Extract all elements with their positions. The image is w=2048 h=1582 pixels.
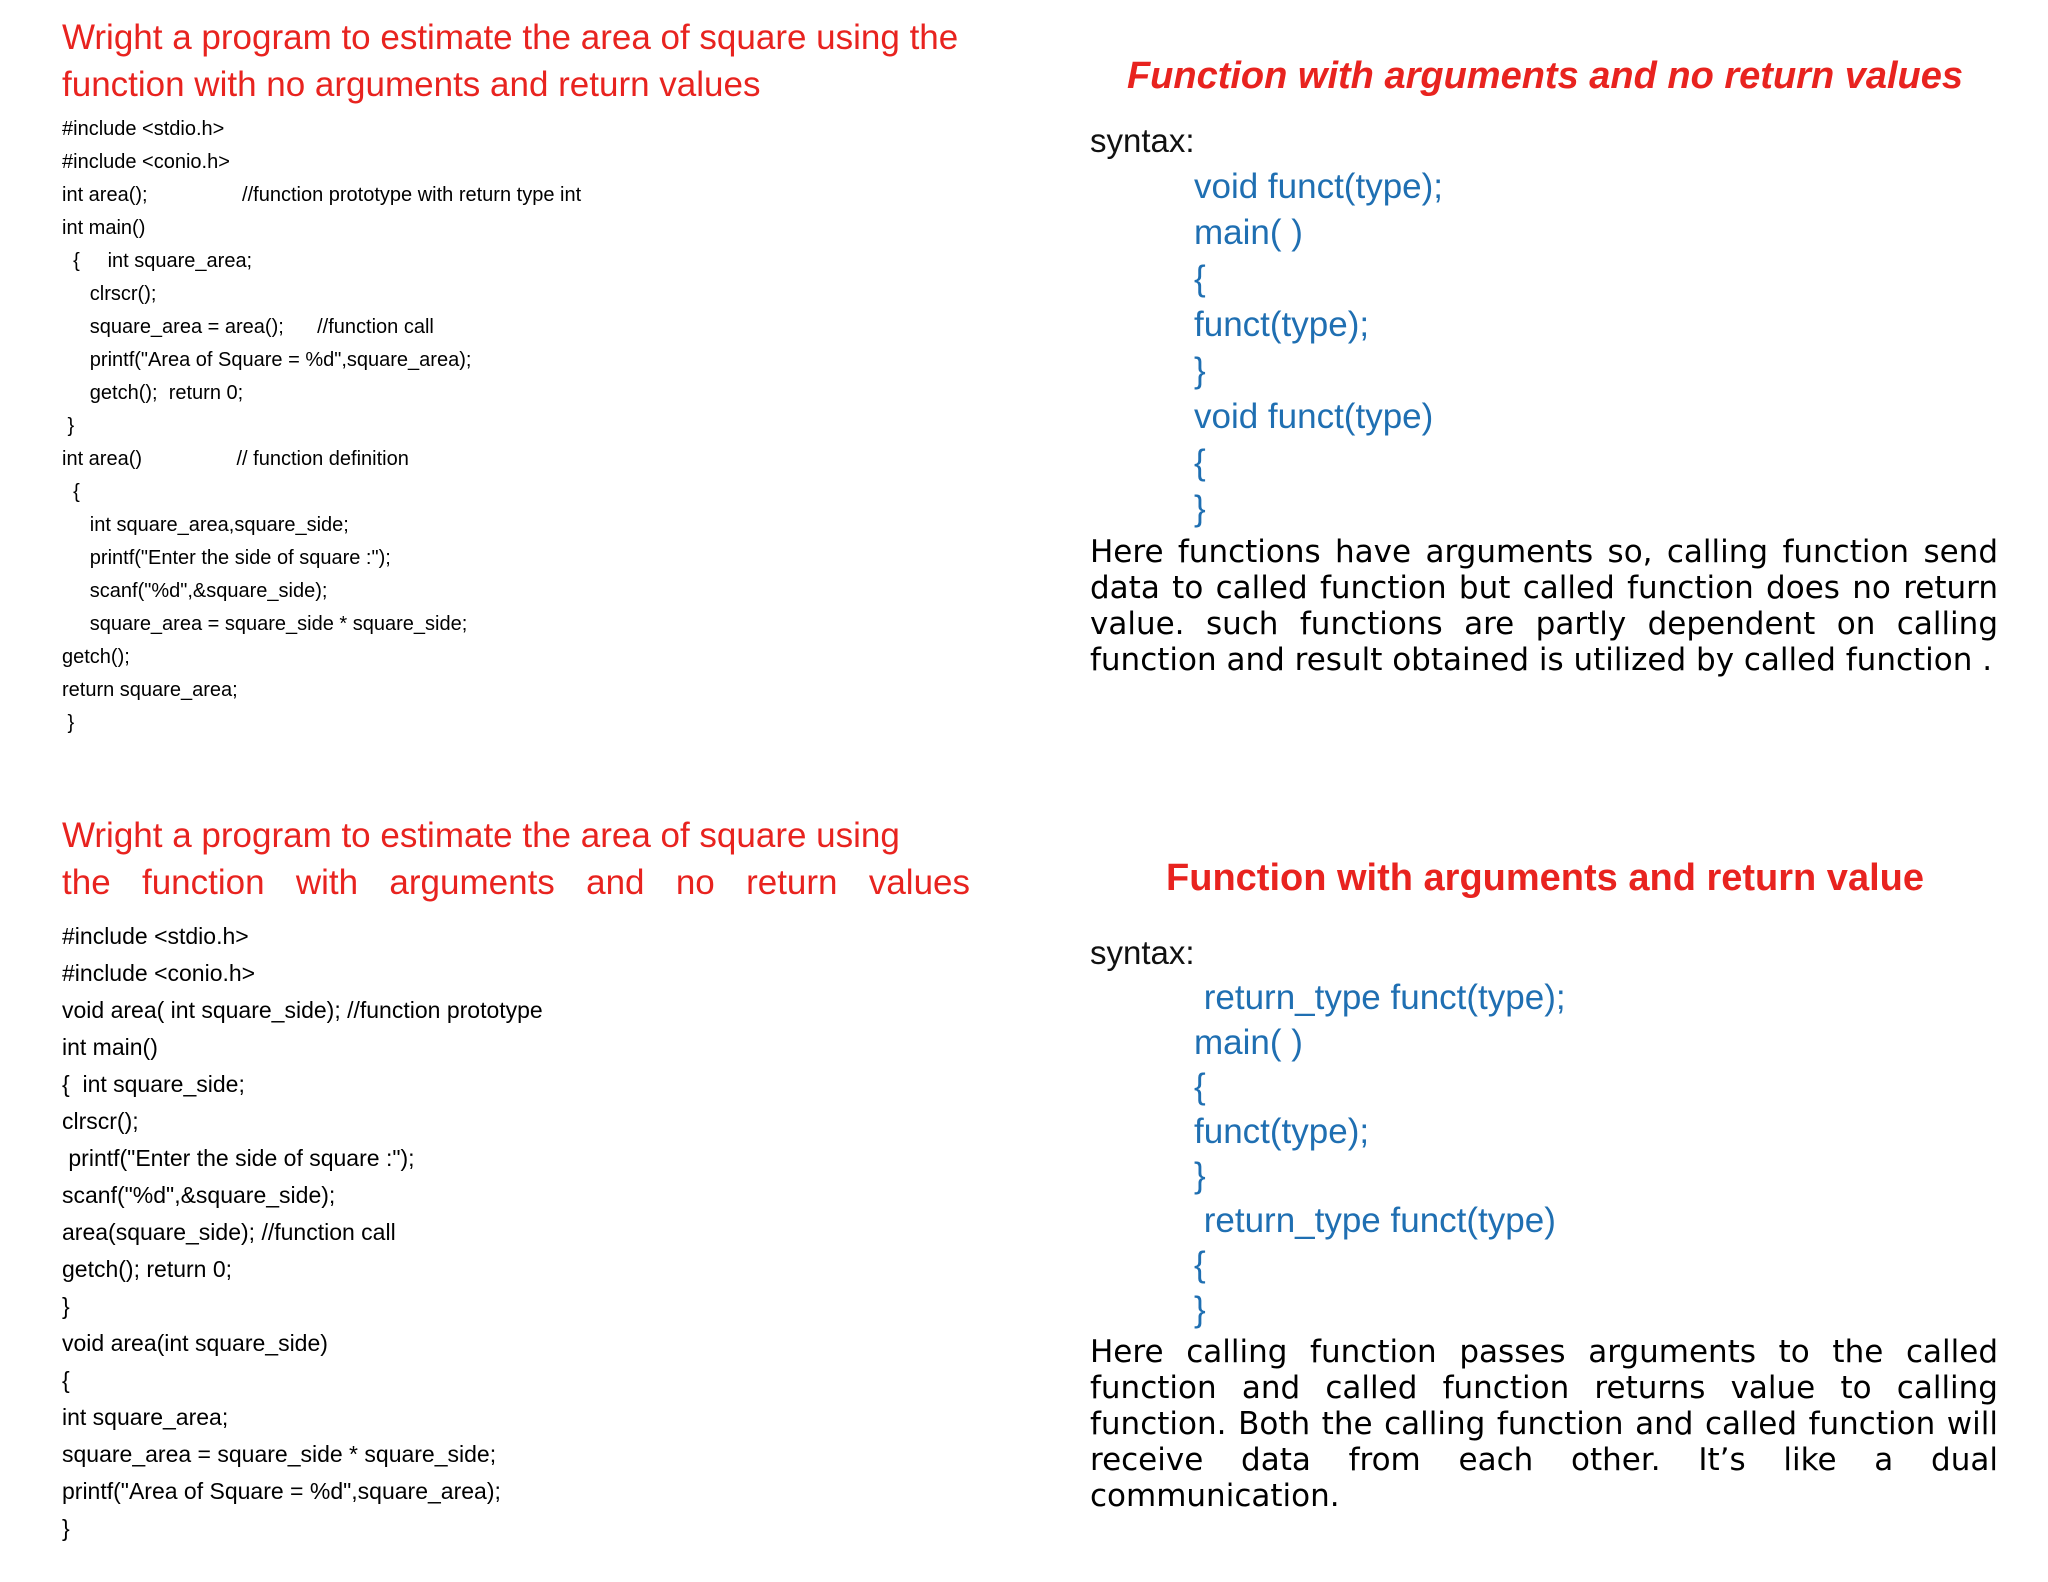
section-heading: Function with arguments and no return values	[1126, 55, 1964, 97]
syntax-line: void funct(type)	[1194, 397, 1434, 436]
syntax-line: return_type funct(type);	[1194, 978, 1566, 1017]
code-line: #include <stdio.h>	[62, 923, 249, 949]
code-line: int area(); //function prototype with return type int	[62, 184, 582, 206]
code-line: getch(); return 0;	[62, 382, 244, 404]
code-line: scanf("%d",&square_side);	[62, 1182, 336, 1208]
syntax-block	[1090, 976, 2010, 1332]
syntax-line: {	[1194, 1245, 1206, 1284]
syntax-line: main( )	[1194, 213, 1303, 252]
code-line: }	[62, 1515, 70, 1541]
syntax-line: }	[1194, 351, 1206, 390]
code-line: scanf("%d",&square_side);	[62, 580, 328, 602]
syntax-line: {	[1194, 443, 1206, 482]
code-line: printf("Area of Square = %d",square_area);	[62, 1478, 501, 1504]
code-line: printf("Area of Square = %d",square_area);	[62, 349, 472, 371]
code-line: return square_area;	[62, 679, 238, 701]
code-line: }	[62, 1293, 70, 1319]
description-paragraph: Here functions have arguments so, calling function send data to called function but called function does no return value. such functions are partly dependent on calling function and result obtained is utilized by called function .	[1090, 534, 1998, 678]
code-line: printf("Enter the side of square :");	[62, 1145, 415, 1171]
syntax-line: {	[1194, 1067, 1206, 1106]
code-line: }	[62, 415, 75, 437]
syntax-label: syntax:	[1090, 122, 1195, 159]
code-line: void area( int square_side); //function prototype	[62, 997, 543, 1023]
code-line: printf("Enter the side of square :");	[62, 547, 391, 569]
program-title-line1: Wright a program to estimate the area of square using	[62, 816, 900, 855]
code-line: int main()	[62, 217, 146, 239]
code-line: int square_area,square_side;	[62, 514, 349, 536]
code-line: square_area = square_side * square_side;	[62, 613, 468, 635]
description-paragraph: Here calling function passes arguments to the called function and called function returns value to calling function. Both the calling function and called function will receive data from each other. It’s like a dual communication.	[1090, 1334, 1998, 1514]
program-title-line2: the function with arguments and no return values	[62, 863, 970, 902]
code-line: }	[62, 712, 75, 734]
code-line: int square_area;	[62, 1404, 229, 1430]
code-block	[62, 113, 982, 740]
code-line: clrscr();	[62, 283, 157, 305]
section-args-no-return-program	[62, 812, 982, 1547]
code-line: {	[62, 1367, 70, 1393]
code-line: square_area = square_side * square_side;	[62, 1441, 497, 1467]
syntax-line: }	[1194, 1289, 1206, 1329]
section-args-return-syntax	[1090, 852, 2010, 1514]
code-line: int area() // function definition	[62, 448, 409, 470]
code-line: square_area = area(); //function call	[62, 316, 434, 338]
syntax-line: }	[1194, 489, 1206, 528]
code-line: int main()	[62, 1034, 158, 1060]
code-line: #include <conio.h>	[62, 960, 256, 986]
section-no-args-return-program	[62, 14, 982, 740]
program-title: Wright a program to estimate the area of square using the function with no arguments and return values	[62, 18, 959, 104]
code-line: #include <stdio.h>	[62, 118, 225, 140]
code-line: { int square_area;	[62, 250, 253, 272]
code-line: getch(); return 0;	[62, 1256, 233, 1282]
syntax-line: return_type funct(type)	[1194, 1200, 1556, 1240]
code-line: { int square_side;	[62, 1071, 245, 1097]
syntax-block	[1090, 164, 2010, 532]
code-line: #include <conio.h>	[62, 151, 230, 173]
code-line: clrscr();	[62, 1108, 139, 1134]
code-line: getch();	[62, 646, 130, 668]
code-block	[62, 918, 982, 1547]
section-heading: Function with arguments and return value	[1166, 857, 1924, 899]
program-title	[62, 812, 982, 906]
section-args-no-return-syntax	[1090, 50, 2010, 678]
syntax-label: syntax:	[1090, 934, 1195, 971]
syntax-line: }	[1194, 1156, 1206, 1195]
syntax-line: main( )	[1194, 1022, 1303, 1062]
code-line: void area(int square_side)	[62, 1330, 328, 1356]
syntax-line: void funct(type);	[1194, 167, 1443, 206]
syntax-line: funct(type);	[1194, 305, 1370, 344]
code-line: {	[62, 481, 80, 503]
syntax-line: {	[1194, 259, 1206, 298]
syntax-line: funct(type);	[1194, 1111, 1370, 1151]
code-line: area(square_side); //function call	[62, 1219, 396, 1245]
